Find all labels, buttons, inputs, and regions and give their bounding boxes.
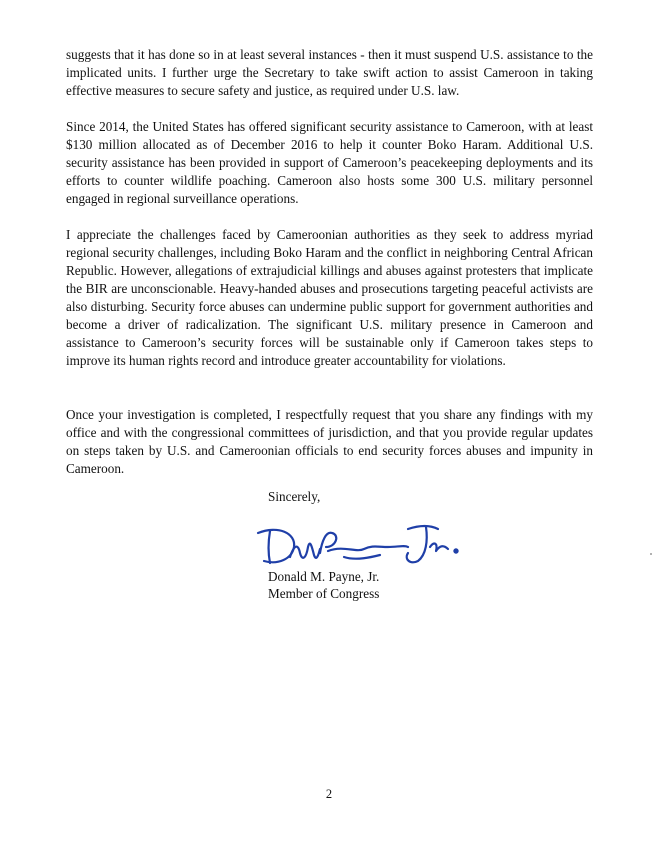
scan-speck: [650, 553, 652, 555]
page-number: 2: [325, 787, 333, 801]
closing-salutation: Sincerely,: [268, 489, 321, 504]
signer-title: Member of Congress: [268, 586, 380, 601]
body-paragraph-2: Since 2014, the United States has offered significant security assistance to Cameroon, with at least $130 million allocated as of December 2016 to help it counter Boko Haram. Additional U.S. security assistance has been provided in support of Cameroon’s peacekeeping deployments and its efforts to counter wildlife poaching. Cameroon also hosts some 300 U.S. military personnel engaged in regional surveillance operations.: [66, 119, 593, 206]
body-paragraph-1: suggests that it has done so in at least several instances - then it must suspend U.S. assistance to the implicated units. I further urge the Secretary to take swift action to assist Cameroon in taking effective measures to secure safety and justice, as required under U.S. law.: [66, 47, 593, 98]
body-paragraph-3: I appreciate the challenges faced by Cameroonian authorities as they seek to address myriad regional security challenges, including Boko Haram and the conflict in neighboring Central African Republic. However, allegations of extrajudicial killings and abuses against protesters that implicate the BIR are unconscionable. Heavy-handed abuses and prosecutions targeting peaceful activists are also disturbing. Security force abuses can undermine public support for government authorities and become a driver of radicalization. The significant U.S. military presence in Cameroon and assistance to Cameroon’s security forces will be sustainable only if Cameroon takes steps to improve its human rights record and introduce greater accountability for violations.: [66, 227, 593, 368]
body-paragraph-4: Once your investigation is completed, I respectfully request that you share any findings with my office and with the congressional committees of jurisdiction, and that you provide regular updates on steps taken by U.S. and Cameroonian officials to end security forces abuses and impunity in Cameroon.: [66, 407, 593, 476]
signer-name: Donald M. Payne, Jr.: [268, 569, 380, 584]
